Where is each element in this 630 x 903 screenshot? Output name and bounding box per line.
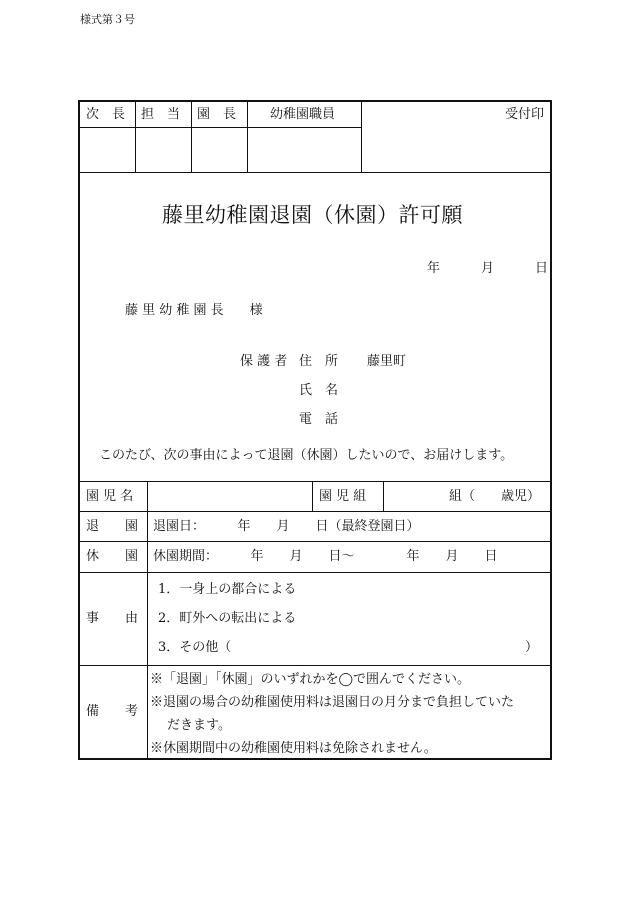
guardian-label: 保 護 者 — [240, 354, 288, 369]
date-day-label: 日 — [535, 261, 549, 276]
approval-header-staff-in-charge: 担 当 — [141, 107, 181, 122]
withdrawal-date-field[interactable]: 退園日： 年 月 日（最終登園日） — [153, 519, 420, 534]
child-name-field[interactable] — [148, 482, 312, 511]
date-month-label: 月 — [481, 261, 495, 276]
receipt-stamp-label: 受付印 — [504, 107, 544, 122]
child-class-label: 園 児 組 — [319, 489, 367, 504]
reason-label: 事 由 — [86, 611, 139, 626]
date-year-label: 年 — [427, 261, 441, 276]
approval-header-principal: 園 長 — [197, 107, 237, 122]
reason-option-3[interactable]: 3．その他（ — [158, 640, 232, 655]
reason-option-1[interactable]: 1．一身上の都合による — [158, 582, 297, 597]
reason-option-2[interactable]: 2．町外への転出による — [158, 611, 297, 626]
row-line-1 — [80, 511, 550, 512]
row-line-2 — [80, 541, 550, 542]
guardian-name-label: 氏 名 — [299, 383, 339, 398]
label-column-divider — [147, 481, 148, 758]
leave-period-field[interactable]: 休園期間： 年 月 日～ 年 月 日 — [153, 549, 498, 564]
approval-header-deputy: 次 長 — [86, 107, 126, 122]
form-number: 様式第３号 — [80, 13, 135, 26]
guardian-address-label: 住 所 — [299, 354, 339, 369]
withdrawal-label: 退 園 — [86, 519, 139, 534]
remark-line-3: だきます。 — [167, 718, 231, 733]
guardian-phone-label: 電 話 — [299, 412, 339, 427]
guardian-address-value[interactable]: 藤里町 — [367, 354, 407, 369]
form-title: 藤里幼稚園退園（休園）許可願 — [162, 203, 463, 227]
notice-text: このたび、次の事由によって退園（休園）したいので、お届けします。 — [99, 448, 514, 463]
reason-other-close: ） — [524, 640, 538, 655]
child-class-value[interactable]: 組（ 歳児） — [448, 489, 540, 504]
approval-stamp-box-deputy[interactable] — [80, 128, 135, 172]
approval-stamp-box-kindergarten-staff[interactable] — [248, 128, 361, 172]
remark-line-2: ※退園の場合の幼稚園使用料は退園日の月分まで負担していた — [150, 695, 515, 710]
approval-header-kindergarten-staff: 幼稚園職員 — [270, 107, 336, 122]
remark-line-1: ※「退園」「休園」のいずれかを◯で囲んでください。 — [150, 672, 471, 687]
approval-stamp-box-staff[interactable] — [136, 128, 191, 172]
row-line-3 — [80, 572, 550, 573]
application-form — [78, 100, 552, 760]
remarks-label: 備 考 — [86, 704, 139, 719]
approval-bottom-line — [80, 172, 550, 173]
approval-stamp-box-principal[interactable] — [192, 128, 247, 172]
row-line-4 — [80, 665, 550, 666]
receipt-stamp-box[interactable] — [362, 128, 550, 172]
child-class-divider-left — [312, 481, 313, 511]
child-class-divider-right — [383, 481, 384, 511]
addressee: 藤 里 幼 稚 園 長 様 — [125, 303, 263, 318]
child-name-label: 園 児 名 — [86, 489, 134, 504]
remark-line-4: ※休園期間中の幼稚園使用料は免除されません。 — [150, 741, 437, 756]
leave-label: 休 園 — [86, 549, 139, 564]
